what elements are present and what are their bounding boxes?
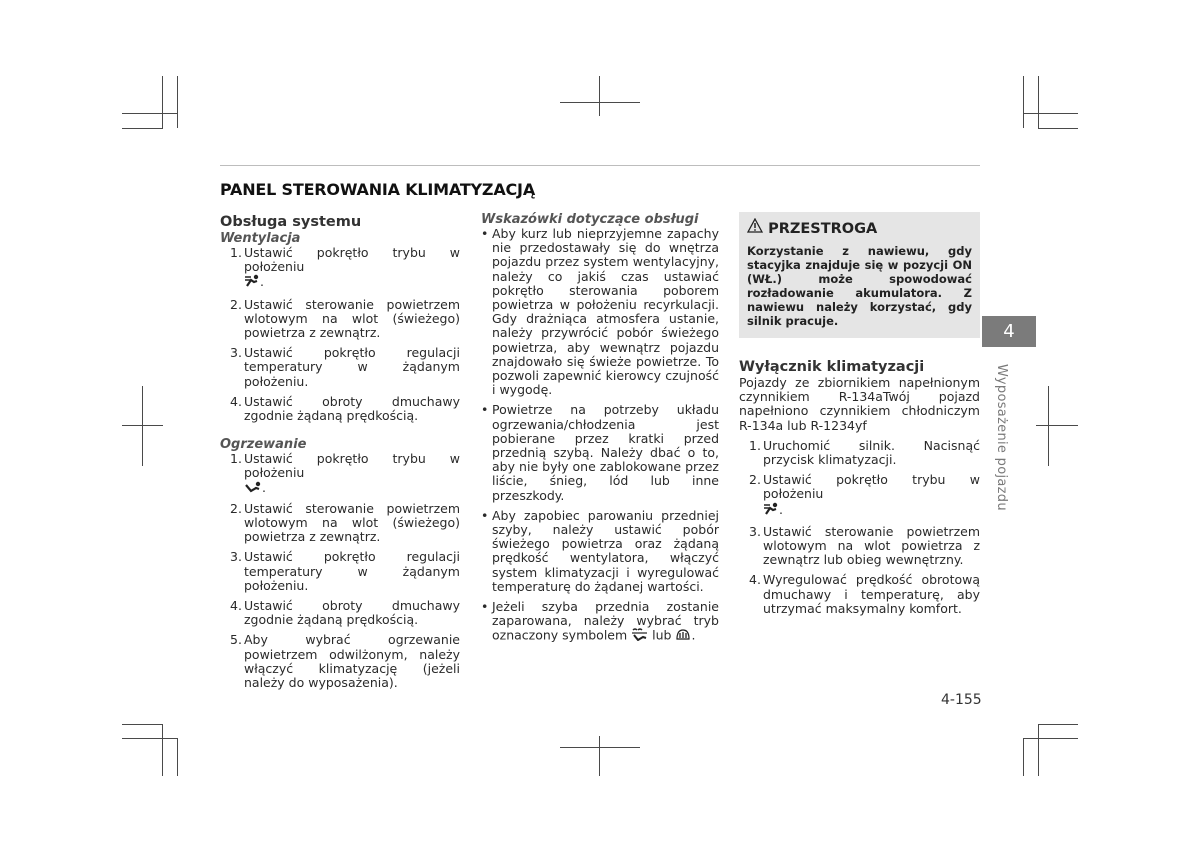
crop-mark	[1038, 724, 1039, 776]
crop-mark	[1023, 76, 1024, 128]
list-item: 4. Wyregulować prędkość obrotową dmuchawy i temperaturę, aby utrzymać maksymalny komfort.	[749, 572, 980, 616]
crop-mark	[122, 113, 177, 114]
crop-mark	[1038, 128, 1078, 129]
crop-mark	[599, 76, 600, 116]
crop-mark	[599, 736, 600, 776]
crop-mark	[560, 102, 640, 103]
tips-list	[481, 227, 719, 645]
ac-intro: Pojazdy ze zbiornikiem napełnionym czynnikiem R-134aTwój pojazd napełniono czynnikiem chłodniczym R-134a lub R-1234yf	[739, 375, 980, 433]
list-item: 2. Ustawić sterowanie powietrzem wlotowym na wlot (świeżego) powietrza z zewnątrz.	[230, 500, 460, 545]
list-item: • Aby zapobiec parowaniu przedniej szyby, należy ustawić pobór świeżego powietrza oraz żądaną prędkość wentylatora, włączyć system klimatyzacji i wyregulować temperaturę do żądanej wartości.	[481, 507, 719, 594]
header-rule	[220, 165, 980, 166]
heating-steps	[220, 452, 460, 690]
caution-box	[739, 212, 980, 338]
mode-face-icon	[244, 274, 260, 291]
mode-face-icon	[763, 502, 779, 519]
list-item: 3. Ustawić sterowanie powietrzem wlotowym na wlot powietrza z zewnątrz lub obieg wewnętrzny.	[749, 523, 980, 568]
page-title: PANEL STEROWANIA KLIMATYZACJĄ	[220, 180, 535, 199]
list-item: 4. Ustawić obroty dmuchawy zgodnie żądaną prędkością.	[230, 393, 460, 424]
list-item: 1. Ustawić pokrętło trybu w położeniu .	[220, 246, 460, 292]
column-caution-ac	[739, 212, 980, 622]
section-heading: Obsługa systemu	[220, 214, 362, 230]
ac-heading: Wyłącznik klimatyzacji	[739, 359, 925, 375]
crop-mark	[122, 738, 178, 739]
crop-mark	[1038, 76, 1039, 128]
crop-mark	[1023, 113, 1078, 114]
list-item: • Powietrze na potrzeby układu ogrzewania/chłodzenia jest pobierane przez kratki przed przednią szybą. Należy dbać o to, aby nie były one zablokowane przez liście, śnieg, lód lub inne przeszkody.	[481, 402, 719, 503]
defrost-icon	[675, 628, 691, 644]
list-item: 4. Ustawić obroty dmuchawy zgodnie żądaną prędkością.	[230, 598, 460, 628]
crop-mark	[177, 738, 178, 776]
chapter-label: Wyposażenie pojazdu	[994, 364, 1009, 511]
defrost-floor-icon	[631, 628, 648, 644]
crop-mark	[142, 386, 143, 466]
crop-mark	[162, 76, 163, 128]
page-number: 4-155	[941, 692, 982, 708]
list-item: 2. Ustawić pokrętło trybu w położeniu .	[739, 473, 980, 519]
tips-heading: Wskazówki dotyczące obsługi	[481, 212, 699, 227]
crop-mark	[1038, 724, 1078, 725]
crop-mark	[177, 76, 178, 128]
crop-mark	[162, 724, 163, 776]
crop-mark	[1023, 738, 1024, 776]
list-item: 1. Ustawić pokrętło trybu w położeniu .	[230, 451, 460, 495]
caution-text: Korzystanie z nawiewu, gdy stacyjka znajduje się w pozycji ON (WŁ.) może spowodować rozładowanie akumulatora. Z nawiewu należy korzystać, gdy silnik pracuje.	[747, 244, 972, 328]
crop-mark	[122, 128, 163, 129]
warning-triangle-icon	[747, 214, 763, 244]
list-item: 3. Ustawić pokrętło regulacji temperatury w żądanym położeniu.	[230, 549, 460, 593]
list-item: 5. Aby wybrać ogrzewanie powietrzem odwilżonym, należy włączyć klimatyzację (jeżeli należy do wyposażenia).	[230, 632, 460, 691]
list-item: • Aby kurz lub nieprzyjemne zapachy nie przedostawały się do wnętrza pojazdu przez system wentylacyjny, należy co jakiś czas ustawiać pokrętło sterowania poborem powietrza w położeniu recyrkulacji. Gdy drażniąca atmosfera ustanie, należy przywrócić pobór świeżego powietrza, aby wewnątrz pojazdu znajdowało się świeże powietrze. To pozwoli zapewnić kierowcy czujność i wygodę.	[481, 226, 719, 398]
crop-mark	[122, 425, 163, 426]
chapter-tab: 4	[982, 316, 1036, 347]
column-tips	[481, 213, 719, 651]
ac-steps	[739, 439, 980, 616]
crop-mark	[1048, 386, 1049, 466]
ventilation-steps	[220, 246, 460, 423]
list-item: 2. Ustawić sterowanie powietrzem wlotowym na wlot (świeżego) powietrza z zewnątrz.	[230, 296, 460, 341]
mode-floor-icon	[244, 481, 262, 496]
crop-mark	[1023, 738, 1078, 739]
list-item: • Jeżeli szyba przednia zostanie zaparowana, należy wybrać tryb oznaczony symbolem lub .	[481, 599, 719, 644]
heating-heading: Ogrzewanie	[220, 437, 307, 453]
list-item: 1. Uruchomić silnik. Nacisnąć przycisk klimatyzacji.	[749, 437, 980, 468]
list-item: 3. Ustawić pokrętło regulacji temperatury w żądanym położeniu.	[230, 345, 460, 389]
crop-mark	[122, 724, 163, 725]
column-operation	[220, 213, 460, 696]
ventilation-heading: Wentylacja	[220, 231, 301, 246]
caution-heading: PRZESTROGA	[747, 212, 972, 244]
crop-mark	[1036, 425, 1078, 426]
crop-mark	[560, 747, 640, 748]
